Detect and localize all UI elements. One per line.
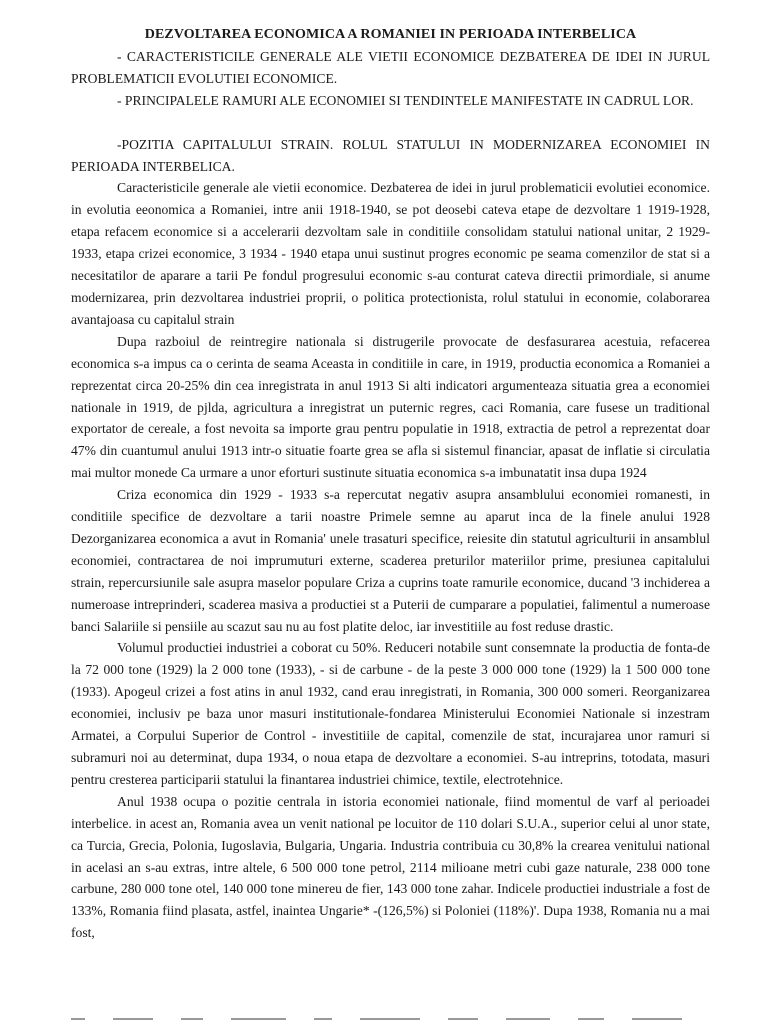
- blank-line: [71, 112, 710, 134]
- paragraph-postwar-reconstruction: Dupa razboiul de reintregire nationala si distrugerile provocate de desfasurarea acestuia, refacerea economica s-a impus ca o cerinta de seama Aceasta in conditiile in care, in 1919, productia economica a Romaniei a reprezentat circa 20-25% din cea inregistrata in anul 1913 Si alti indicatori argumenteaza situatia grea a economiei nationale in 1919, de pjlda, agricultura a inregistrat un puternic regres, caci Romania, care fusese un traditional exportator de cereale, a fost nevoita sa importe grau pentru populatie in 1918, extractia de petrol a reprezentat doar 47% din cuantumul anului 1913 intr-o situatie foarte grea se afla si sistemul financiar, apasat de inflatie si circulatia mai multor monede Ca urmare a unor eforturi sustinute situatia economica s-a imbunatatit insa dupa 1924: [71, 333, 710, 481]
- paragraph-industrial-production: Volumul productiei industriei a coborat cu 50%. Reduceri notabile sunt consemnate la productia de fonta-de la 72 000 tone (1929) la 2 000 tone (1933), - si de carbune - de la peste 3 000 000 tone (1929) la 1 500 000 tone (1933). Apogeul crizei a fost atins in anul 1932, cand erau inregistrati, in Romania, 300 000 someri. Reorganizarea economiei, inclusiv pe baza unor masuri institutionale-fondarea Ministerului Economiei Nationale si inzestram Armatei, a Corpului Superior de Control - investitiile de capital, comenzile de stat, incurajarea unor ramuri si subramuri noi au determinat, dupa 1934, o noua etapa de dezvoltare a economiei. S-au intreprins, totodata, masuri pentru cresterea participarii statului la finantarea industriei chimice, textile, electrotehnice.: [71, 640, 710, 787]
- document-page: [71, 24, 710, 944]
- document-title: DEZVOLTAREA ECONOMICA A ROMANIEI IN PERIOADA INTERBELICA: [144, 27, 637, 42]
- paragraph-economic-crisis: Criza economica din 1929 - 1933 s-a repercutat negativ asupra ansamblului economiei romanesti, in conditiile specifice de dezvoltare a tarii noastre Primele semne au aparut inca de la finele anului 1928 Dezorganizarea economica a avut in Romania' unele trasaturi specifice, reiesite din statutul agriculturii in ansamblul economiei, contractarea de noi imprumuturi externe, scaderea preturilor materiilor prime, presiunea capitalului strain, repercursiunile sale asupra maselor populare Criza a cuprins toate ramurile economice, ducand '3 inchiderea a numeroase intreprinderi, scaderea masiva a productiei st a Puterii de cumparare a populatiei, falimentul a numeroase banci Salariile si pensiile au scazut sau nu au fost platite deloc, iar investitiile au fost reduse drastic.: [71, 487, 710, 634]
- cut-off-next-line: [71, 1018, 710, 1024]
- paragraph-year-1938: Anul 1938 ocupa o pozitie centrala in istoria economiei nationale, fiind momentul de varf al perioadei interbelice. in acest an, Romania avea un venit national pe locuitor de 110 dolari S.U.A., superior celui al unor state, ca Turcia, Grecia, Polonia, Iugoslavia, Bulgaria, Ungaria. Industria contribuia cu 30,8% la crearea venitului national in acelasi an s-au extras, intre altele, 6 500 000 tone petrol, 2114 milioane metri cubi gaze naturale, 238 000 tone carbune, 280 000 tone otel, 140 000 tone minereu de fier, 143 000 tone zahar. Indicele productiei industriale a fost de 133%, Romania fiind plasata, astfel, inaintea Ungarie* -(126,5%) si Poloniei (118%)'. Dupa 1938, Romania nu a mai fost,: [71, 793, 710, 941]
- section-heading-2: - PRINCIPALELE RAMURI ALE ECONOMIEI SI TENDINTELE MANIFESTATE IN CADRUL LOR.: [117, 92, 694, 108]
- paragraph-general-characteristics: Caracteristicile generale ale vietii economice. Dezbaterea de idei in jurul problematicii evolutiei economice. in evolutia eeonomica a Romaniei, intre anii 1918-1940, se pot deosebi cateva etape de dezvoltare 1 1919-1928, etapa refacem economice si a accelerarii dezvoltam sale in conditiile consolidam statului national unitar, 2 1929-1933, etapa crizei economice, 3 1934 - 1940 etapa unui sustinut progres economic pe seama comenzilor de stat si a necesitatilor de aparare a tarii Pe fondul progresului economic s-au conturat cateva directii primordiale, si anume modernizarea, prin dezvoltarea industriei proprii, o politica protectionista, rolul statului in economie, colaborarea avantajoasa cu capitalul strain: [71, 180, 710, 327]
- section-heading-1: - CARACTERISTICILE GENERALE ALE VIETII ECONOMICE DEZBATEREA DE IDEI IN JURUL PROBLEMATICII EVOLUTIEI ECONOMICE.: [71, 48, 710, 86]
- section-heading-3: -POZITIA CAPITALULUI STRAIN. ROLUL STATULUI IN MODERNIZAREA ECONOMIEI IN PERIOADA INTERBELICA.: [71, 136, 710, 174]
